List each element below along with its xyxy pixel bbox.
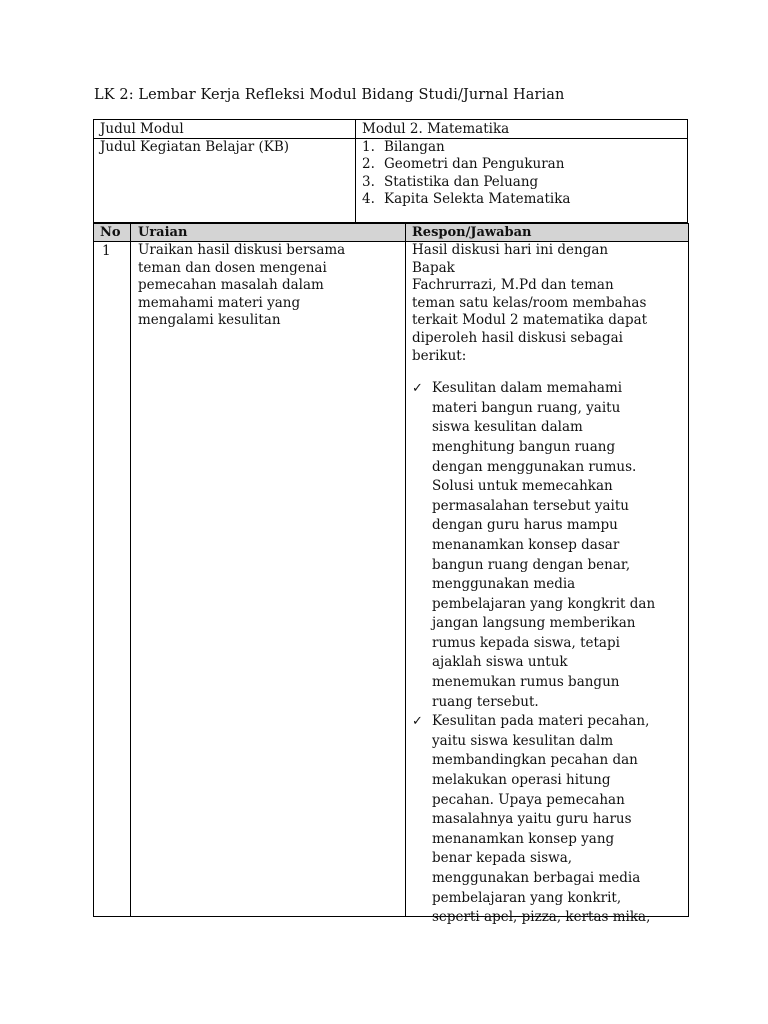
kb-label: Judul Kegiatan Belajar (KB) [100, 139, 290, 155]
col-divider-uraian [405, 224, 406, 916]
checkmark-icon: ✓ [412, 381, 423, 397]
list-item: ✓ Kesulitan dalam memahami materi bangun ruang, yaitu siswa kesulitan dalam menghitung bangun ruang dengan menggunakan rumus. Solusi untuk memecahkan permasalahan tersebut yaitu dengan guru harus mampu menanamkan konsep dasar bangun ruang dengan benar, menggunakan media pembelajaran yang kongkrit dan jangan langsung memberikan rumus kepada siswa, tetapi ajaklah siswa untuk menemukan rumus bangun ruang tersebut. [412, 380, 656, 710]
header-no: No [100, 225, 121, 240]
checkmark-icon: ✓ [412, 714, 423, 730]
list-item: 2. Geometri dan Pengukuran [362, 156, 565, 173]
page-title: LK 2: Lembar Kerja Refleksi Modul Bidang Studi/Jurnal Harian [94, 87, 565, 103]
uraian-text: Uraikan hasil diskusi bersama teman dan dosen mengenai pemecahan masalah dalam memahami materi yang mengalami kesulitan [138, 242, 346, 329]
list-item: 1. Bilangan [362, 139, 445, 155]
judul-modul-label: Judul Modul [100, 121, 184, 137]
respon-intro: Hasil diskusi hari ini dengan Bapak Fachrurrazi, M.Pd dan teman teman satu kelas/room membahas terkait Modul 2 matematika dapat diperoleh hasil diskusi sebagai berikut: [412, 242, 648, 364]
row-number: 1 [102, 243, 111, 259]
respon-text [412, 242, 686, 928]
list-item: 4. Kapita Selekta Matematika [362, 190, 571, 207]
respon-bullets [412, 379, 686, 928]
response-table [93, 223, 689, 926]
kb-list [362, 139, 570, 208]
header-respon: Respon/Jawaban [412, 225, 532, 240]
judul-modul-value: Modul 2. Matematika [362, 121, 510, 137]
list-item: 3. Statistika dan Peluang [362, 173, 539, 190]
module-info-table [93, 119, 688, 223]
list-item: ✓ Kesulitan pada materi pecahan, yaitu siswa kesulitan dalm membandingkan pecahan dan melakukan operasi hitung pecahan. Upaya pemecahan masalahnya yaitu guru harus menanamkan konsep yang benar kepada siswa, menggunakan berbagai media pembelajaran yang konkrit, seperti apel, pizza, kertas mika, [412, 713, 651, 926]
info-divider-vertical [355, 120, 356, 222]
header-uraian: Uraian [138, 225, 188, 240]
col-divider-no [130, 224, 131, 916]
